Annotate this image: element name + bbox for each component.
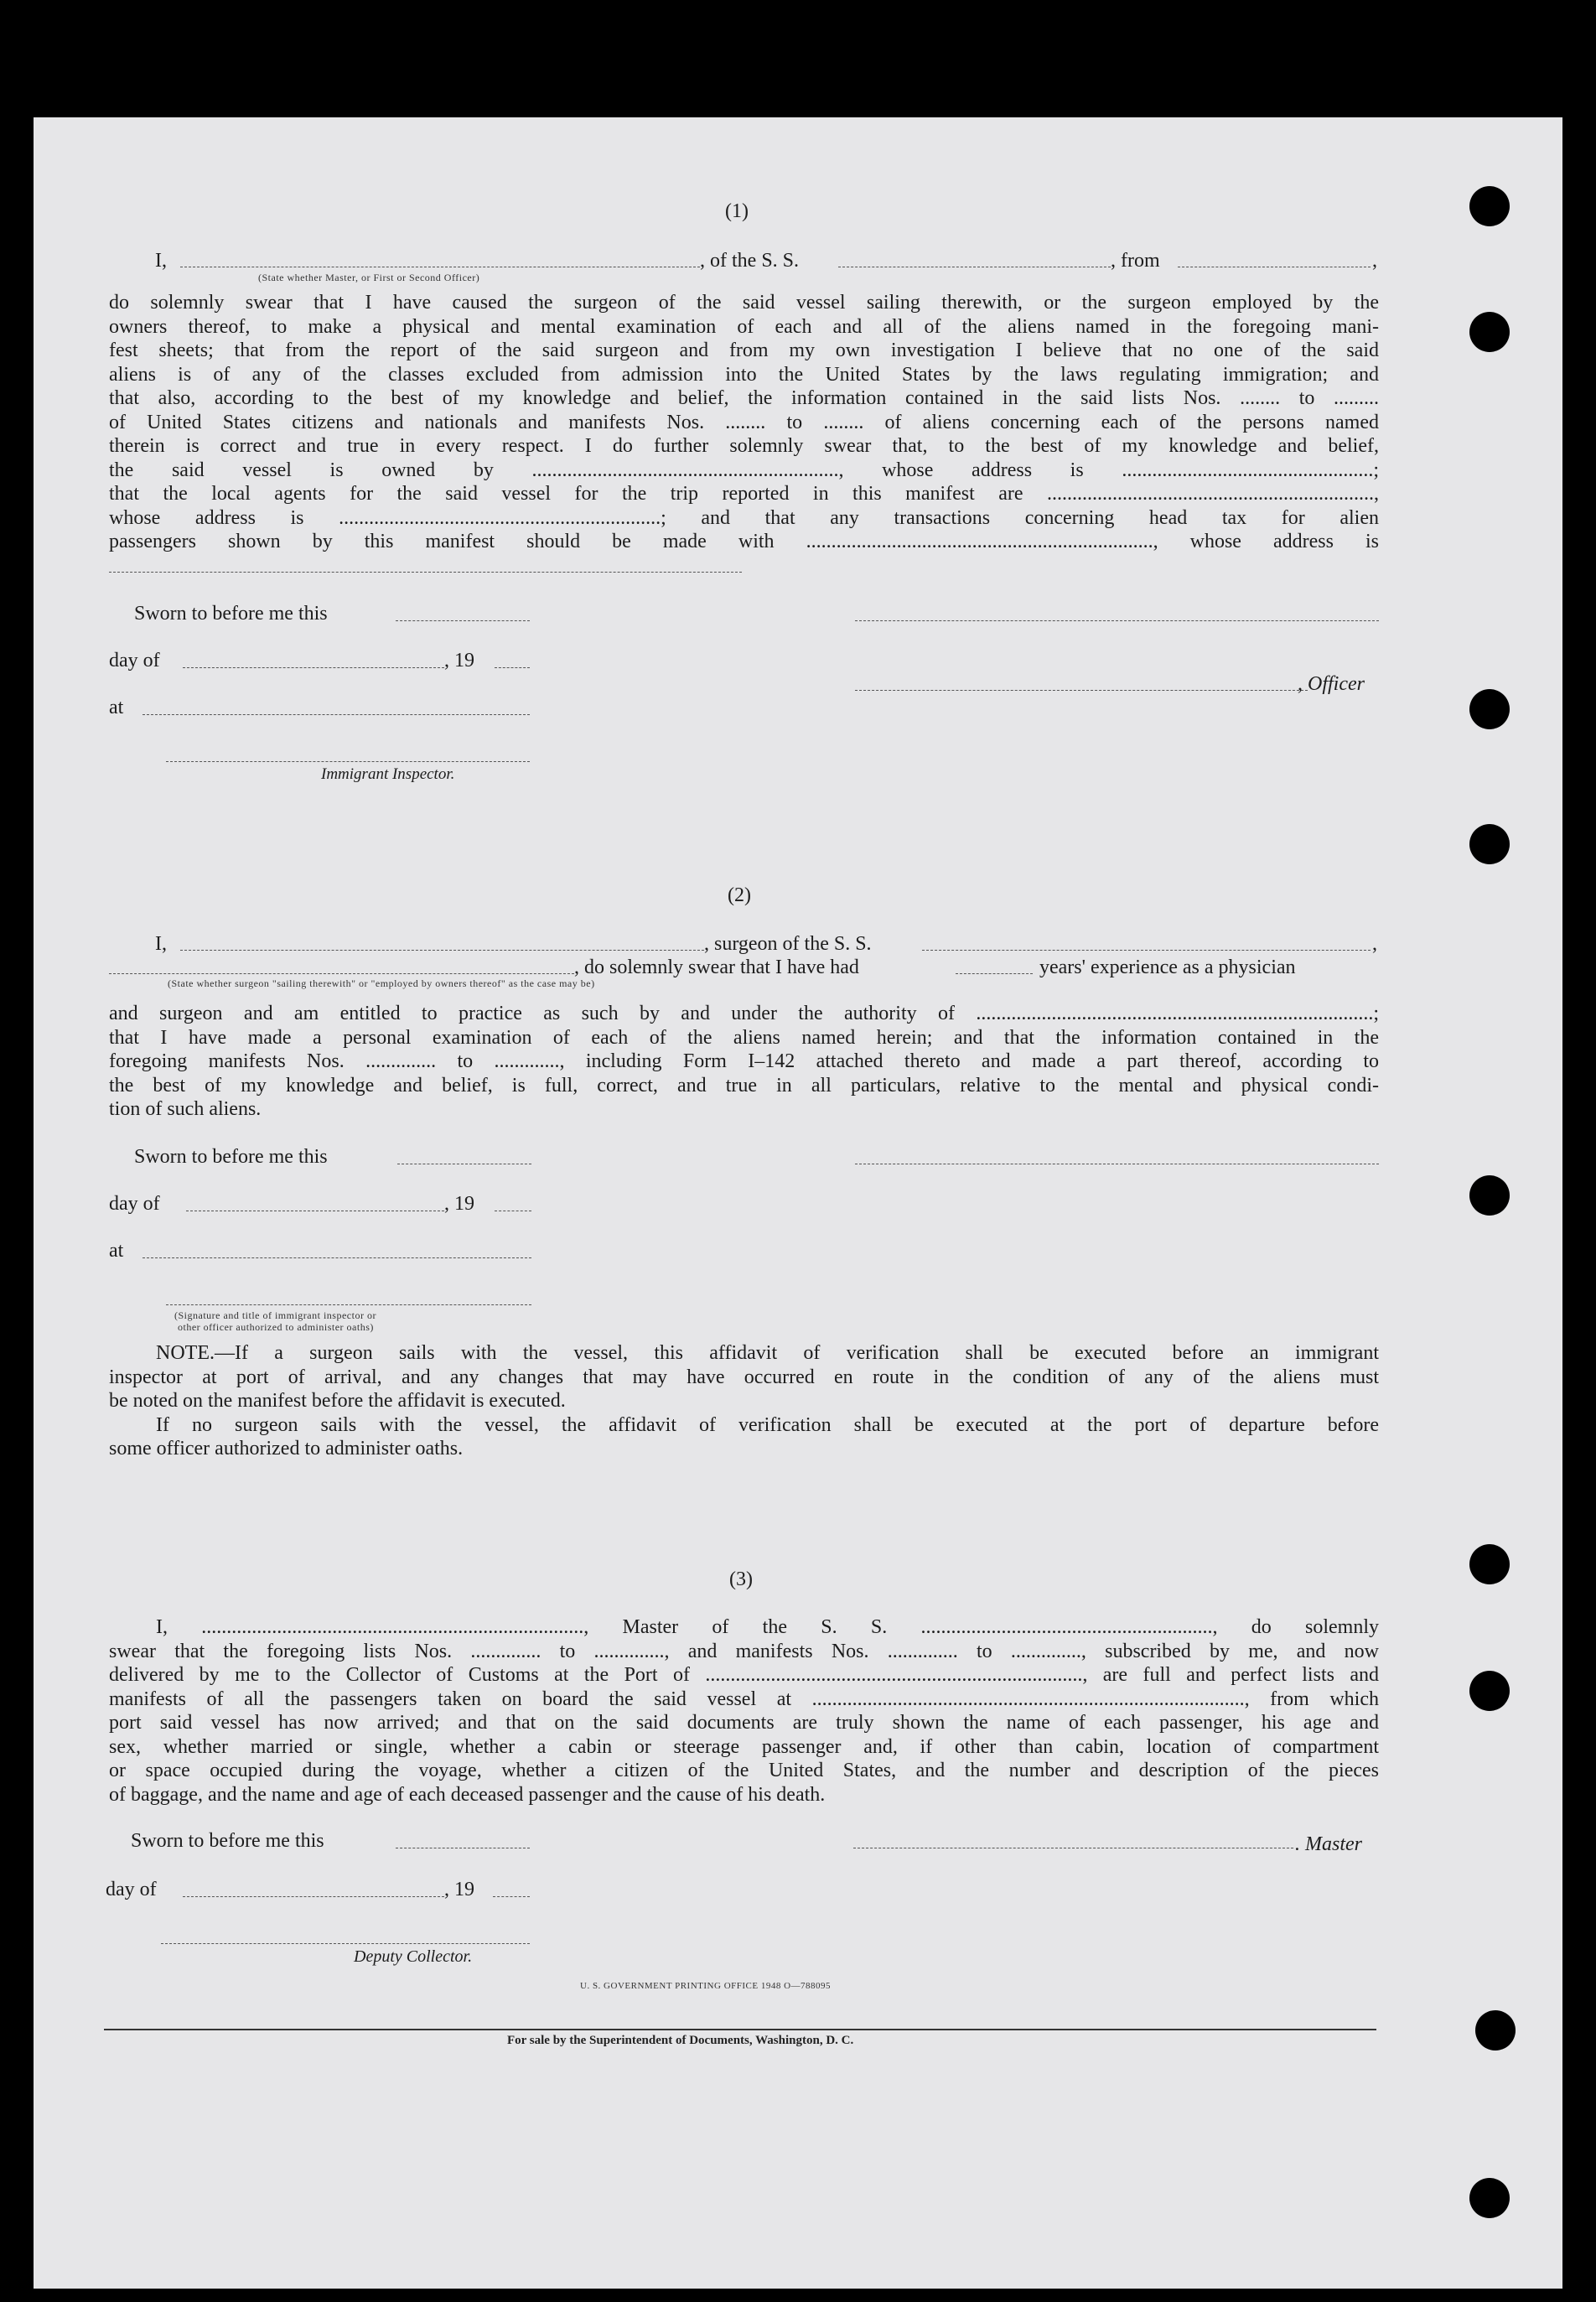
s2-sig-note-line-1: (Signature and title of immigrant inspector or	[174, 1309, 376, 1321]
section-3-number: (3)	[729, 1568, 753, 1590]
s2-swear-label: , do solemnly swear that I have had	[574, 957, 859, 978]
s2-year-label: , 19	[444, 1193, 474, 1215]
s2-oath-paragraph: and surgeon and am entitled to practice as such by and under the authority of ...............................................................................; that I have made a personal examination of each of the aliens named herein; and that the information contained in the foregoing manifests Nos. .............. to ............., including Form I–142 attached thereto and made a part thereof, according to the best of my knowledge and belief, is full, correct, and true in all particulars, relative to the mental and physical condi- tion of such aliens.	[109, 1003, 1379, 1120]
sale-notice: For sale by the Superintendent of Documents, Washington, D. C.	[507, 2034, 854, 2047]
s2-at-label: at	[109, 1240, 124, 1262]
punch-hole	[1469, 312, 1510, 352]
s3-sworn-label: Sworn to before me this	[131, 1830, 324, 1852]
section-1-number: (1)	[725, 200, 749, 222]
s2-note-paragraph: NOTE.—If a surgeon sails with the vessel, this affidavit of verification shall be executed before an immigrant inspector at port of arrival, and any changes that may have occurred en route in the condition of any of the aliens must be noted on the manifest before the affidavit is executed. If no surgeon sails with the vessel, the affidavit of verification shall be executed at the port of departure before some officer authorized to administer oaths.	[109, 1342, 1379, 1459]
s2-sworn-label: Sworn to before me this	[134, 1146, 328, 1168]
s2-experience-label: years' experience as a physician	[1039, 957, 1296, 978]
s1-continuation-field[interactable]	[109, 572, 742, 573]
s1-year-field[interactable]	[495, 667, 530, 668]
s1-comma: ,	[1372, 250, 1377, 272]
s3-day-field[interactable]	[183, 1896, 444, 1897]
punch-hole	[1469, 1544, 1510, 1584]
s3-oath-paragraph: I, ............................................................................, Master of the S. S. .........................................................., do solemnly swear that the foregoing lists Nos. .............. to .............., and manifests Nos. .............. to .............., subscribed by me, and now delivered by me to the Collector of Customs at the Port of ..........................................................................., are full and perfect lists and manifests of all the passengers taken on board the said vessel at ......................................................................................, from which port said vessel has now arrived; and that on the said documents are truly shown the name of each passenger, his age and sex, whether married or single, whether a cabin or steerage passenger and, if other than cabin, location of compartment or space occupied during the voyage, whether a citizen of the United States, and the number and description of the pieces of baggage, and the name and age of each deceased passenger and the cause of his death.	[109, 1616, 1379, 1806]
s1-officer-field[interactable]	[855, 690, 1308, 691]
punch-hole	[1469, 689, 1510, 729]
footer-rule	[104, 2029, 1376, 2030]
s1-at-label: at	[109, 697, 124, 718]
s2-sig-note-line-2: other officer authorized to administer oaths)	[178, 1321, 374, 1333]
s3-collector-signature-field[interactable]	[161, 1943, 530, 1944]
punch-hole	[1475, 2010, 1516, 2051]
s1-officer-label: , Officer	[1298, 673, 1365, 695]
s1-state-note: (State whether Master, or First or Second Officer)	[258, 272, 480, 283]
punch-hole	[1469, 1671, 1510, 1711]
s1-year-label: , 19	[444, 650, 474, 671]
s1-signature-field[interactable]	[855, 620, 1379, 621]
s1-of-ss-label: , of the S. S.	[700, 250, 800, 272]
section-2-number: (2)	[728, 884, 751, 906]
s1-sworn-date-field[interactable]	[396, 620, 530, 621]
s3-collector-label: Deputy Collector.	[354, 1947, 473, 1966]
s2-vessel-field[interactable]	[922, 950, 1371, 951]
s1-i-label: I,	[155, 250, 167, 272]
s3-day-of-label: day of	[106, 1879, 157, 1900]
s1-inspector-label: Immigrant Inspector.	[321, 765, 455, 783]
s2-day-of-label: day of	[109, 1193, 160, 1215]
s1-from-label: , from	[1111, 250, 1160, 272]
s2-years-field[interactable]	[956, 973, 1033, 974]
punch-hole	[1469, 2178, 1510, 2218]
s2-state-note: (State whether surgeon "sailing therewith" or "employed by owners thereof" as the case may be)	[168, 977, 595, 989]
s1-day-field[interactable]	[183, 667, 444, 668]
s2-at-field[interactable]	[142, 1257, 531, 1258]
s1-day-of-label: day of	[109, 650, 160, 671]
printing-office-imprint: U. S. GOVERNMENT PRINTING OFFICE 1948 O—788095	[580, 1981, 832, 1991]
punch-hole	[1469, 186, 1510, 226]
s2-inspector-signature-field[interactable]	[166, 1304, 531, 1305]
punch-hole	[1469, 1175, 1510, 1216]
s1-oath-paragraph: do solemnly swear that I have caused the surgeon of the said vessel sailing therewith, or the surgeon employed by the owners thereof, to make a physical and mental examination of each and all of the aliens named in the foregoing mani- fest sheets; that from the report of the said surgeon and from my own investigation I believe that no one of the said aliens is of any of the classes excluded from admission into the United States by the laws regulating immigration; and that also, according to the best of my knowledge and belief, the information contained in the said lists Nos. ........ to ......... of United States citizens and nationals and manifests Nos. ........ to ........ of aliens concerning each of the persons named therein is correct and true in every respect. I do further solemnly swear that, to the best of my knowledge and belief, the said vessel is owned by ............................................................., whose address is ..................................................; that the local agents for the said vessel for the trip reported in this manifest are ................................................................., whose address is ................................................................; and that any transactions concerning head tax for alien passengers shown by this manifest should be made with ....................................................................., whose address is	[109, 292, 1379, 552]
s2-comma: ,	[1372, 933, 1377, 955]
s3-year-field[interactable]	[493, 1896, 530, 1897]
s1-inspector-signature-field[interactable]	[166, 761, 530, 762]
s1-at-field[interactable]	[142, 714, 530, 715]
s2-employment-field[interactable]	[109, 973, 574, 974]
s3-year-label: , 19	[444, 1879, 474, 1900]
s2-surgeon-name-field[interactable]	[180, 950, 704, 951]
s2-i-label: I,	[155, 933, 167, 955]
s2-surgeon-label: , surgeon of the S. S.	[704, 933, 872, 955]
s1-sworn-label: Sworn to before me this	[134, 603, 328, 625]
punch-hole	[1469, 824, 1510, 864]
s3-master-label: . Master	[1295, 1833, 1362, 1855]
